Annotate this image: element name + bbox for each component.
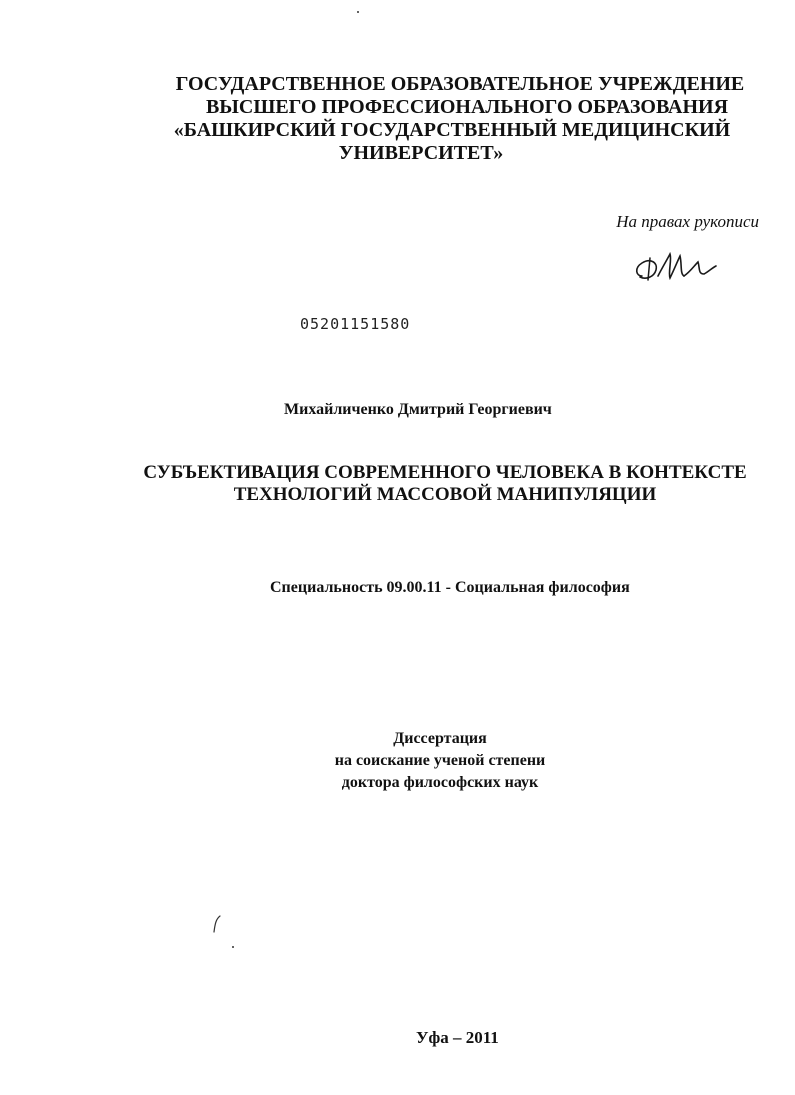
- institution-line-1: ГОСУДАРСТВЕННОЕ ОБРАЗОВАТЕЛЬНОЕ УЧРЕЖДЕНИЕ: [175, 73, 745, 95]
- document-number: 05201151580: [300, 315, 411, 333]
- institution-line-3: «БАШКИРСКИЙ ГОСУДАРСТВЕННЫЙ МЕДИЦИНСКИЙ: [173, 119, 731, 141]
- specialty: Специальность 09.00.11 - Социальная философия: [270, 579, 630, 596]
- rights-note: На правах рукописи: [616, 212, 759, 231]
- degree-line-3: доктора философских наук: [341, 774, 539, 791]
- scan-speck: [357, 11, 359, 13]
- title-line-2: ТЕХНОЛОГИЙ МАССОВОЙ МАНИПУЛЯЦИИ: [233, 484, 657, 505]
- dissertation-title: [100, 462, 790, 506]
- institution-line-2: ВЫСШЕГО ПРОФЕССИОНАЛЬНОГО ОБРАЗОВАНИЯ: [205, 96, 729, 118]
- institution-line-4: УНИВЕРСИТЕТ»: [338, 142, 504, 164]
- institution-header: [150, 73, 770, 165]
- city-year: Уфа – 2011: [416, 1028, 499, 1047]
- signature-image: [628, 246, 728, 288]
- degree-line-1: Диссертация: [393, 730, 487, 747]
- pencil-mark: [211, 914, 223, 936]
- degree-block: [300, 728, 580, 794]
- author-name: Михайличенко Дмитрий Георгиевич: [284, 401, 552, 418]
- degree-line-2: на соискание ученой степени: [334, 752, 546, 769]
- scan-speck-2: [232, 946, 234, 948]
- title-line-1: СУБЪЕКТИВАЦИЯ СОВРЕМЕННОГО ЧЕЛОВЕКА В КОНТЕКСТЕ: [143, 462, 747, 483]
